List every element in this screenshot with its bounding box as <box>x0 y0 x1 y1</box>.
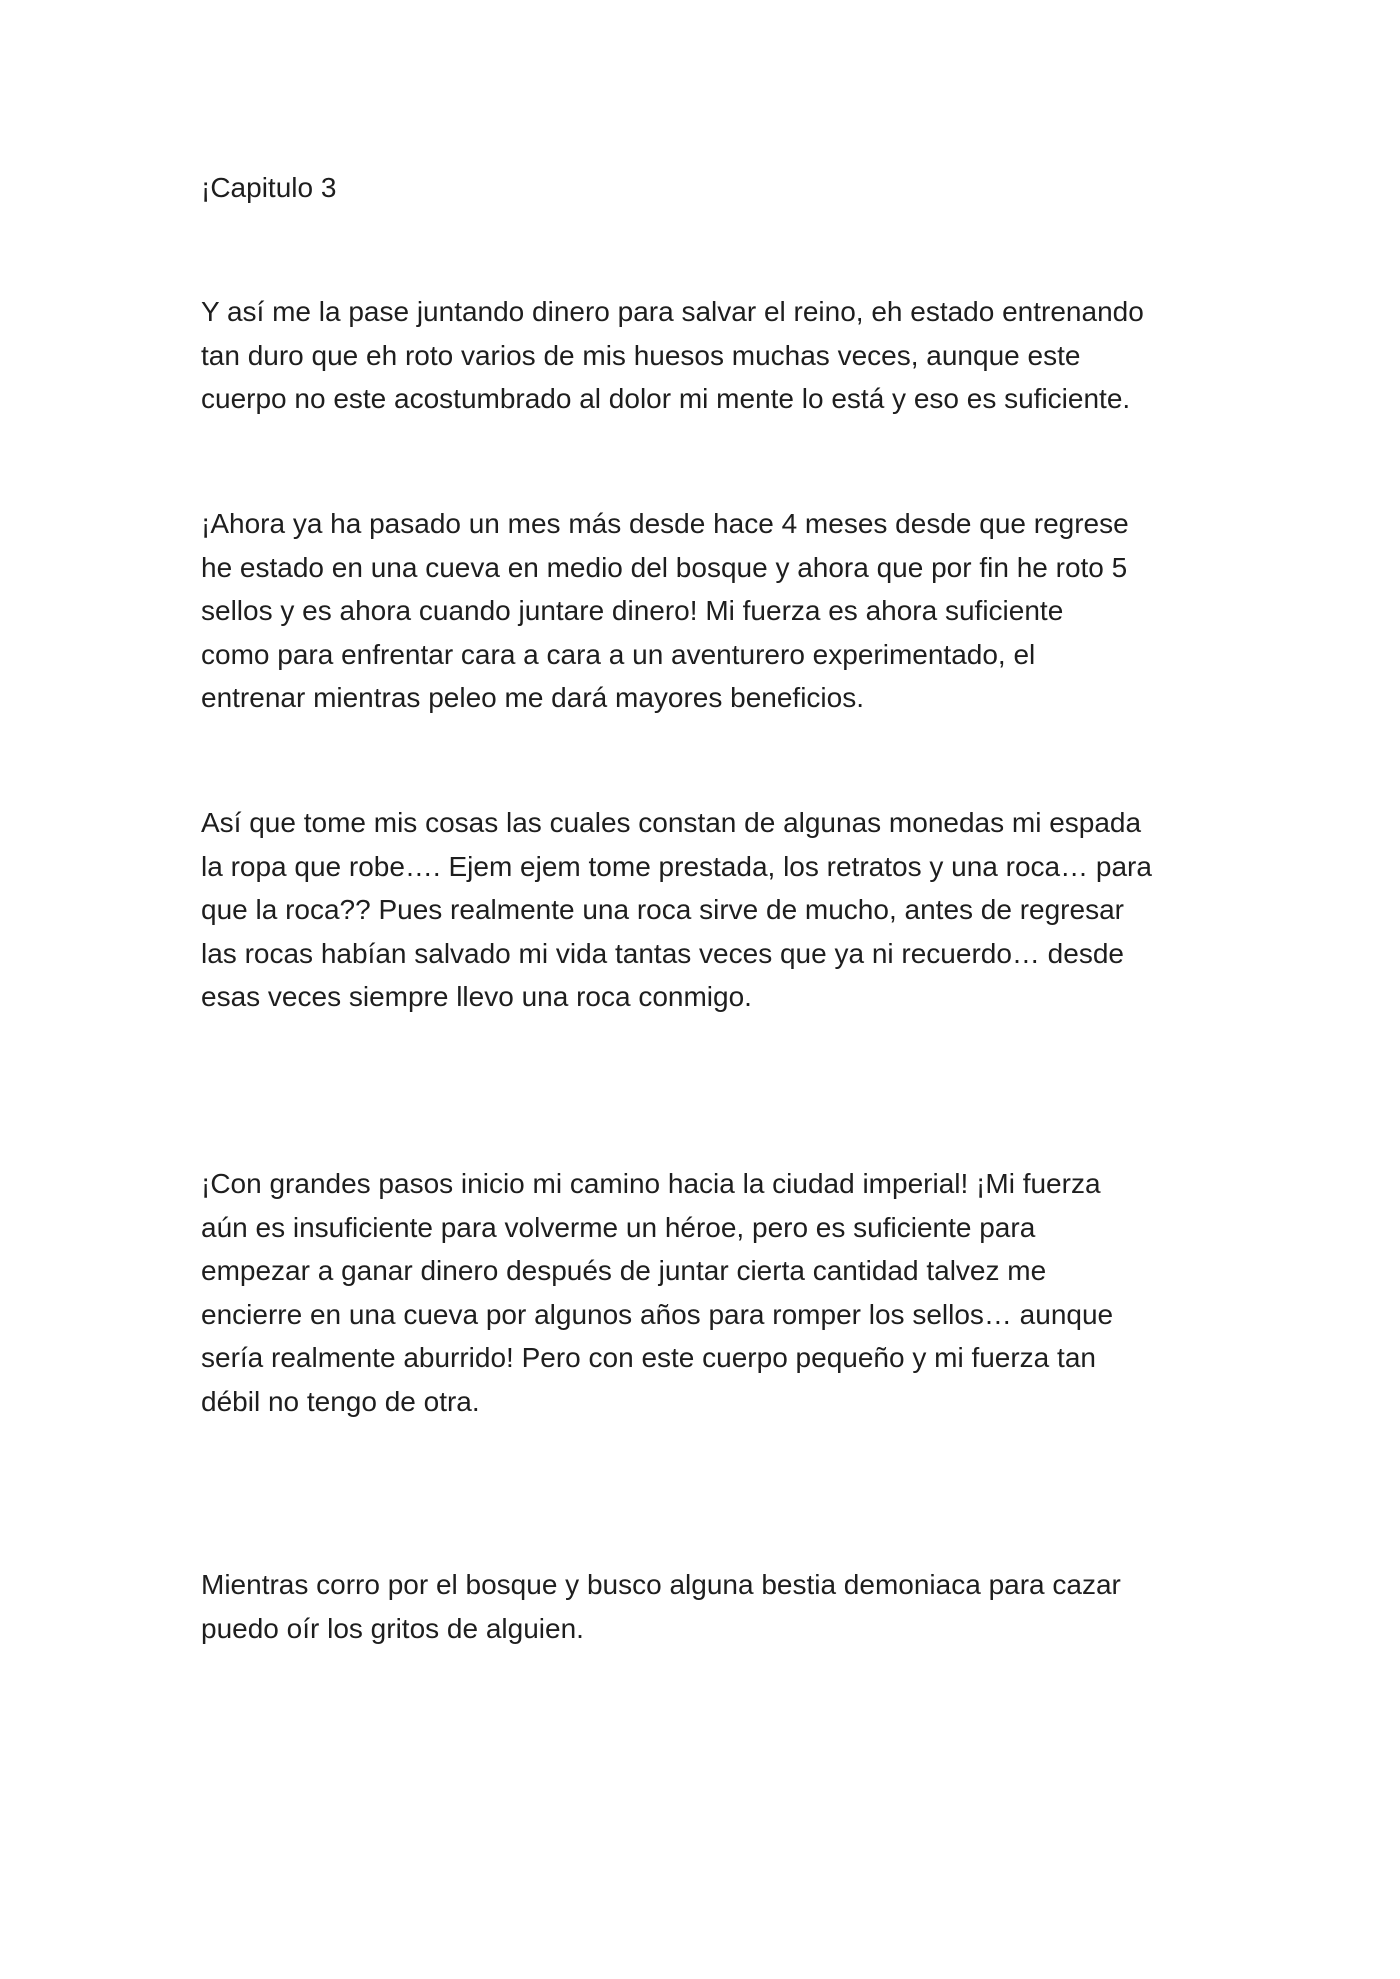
chapter-title: ¡Capitulo 3 <box>201 172 337 203</box>
paragraph: Mientras corro por el bosque y busco alguna bestia demoniaca para cazar puedo oír los gritos de alguien. <box>201 1569 1121 1644</box>
paragraph: Así que tome mis cosas las cuales constan de algunas monedas mi espada la ropa que robe…. Ejem ejem tome prestada, los retratos y una roca… para que la roca?? Pues realmente una roca sirve de mucho, antes de regresar las rocas habían salvado mi vida tantas veces que ya ni recuerdo… desde esas veces siempre llevo una roca conmigo. <box>201 807 1152 1012</box>
paragraph: Y así me la pase juntando dinero para salvar el reino, eh estado entrenando tan duro que eh roto varios de mis huesos muchas veces, aunque este cuerpo no este acostumbrado al dolor mi mente lo está y eso es suficiente. <box>201 296 1144 414</box>
paragraph: ¡Ahora ya ha pasado un mes más desde hace 4 meses desde que regrese he estado en una cueva en medio del bosque y ahora que por fin he roto 5 sellos y es ahora cuando juntare dinero! Mi fuerza es ahora suficiente como para enfrentar cara a cara a un aventurero experimentado, el entrenar mientras peleo me dará mayores beneficios. <box>201 508 1129 713</box>
paragraph: ¡Con grandes pasos inicio mi camino hacia la ciudad imperial! ¡Mi fuerza aún es insuficiente para volverme un héroe, pero es suficiente para empezar a ganar dinero después de juntar cierta cantidad talvez me encierre en una cueva por algunos años para romper los sellos… aunque sería realmente aburrido! Pero con este cuerpo pequeño y mi fuerza tan débil no tengo de otra. <box>201 1168 1114 1417</box>
